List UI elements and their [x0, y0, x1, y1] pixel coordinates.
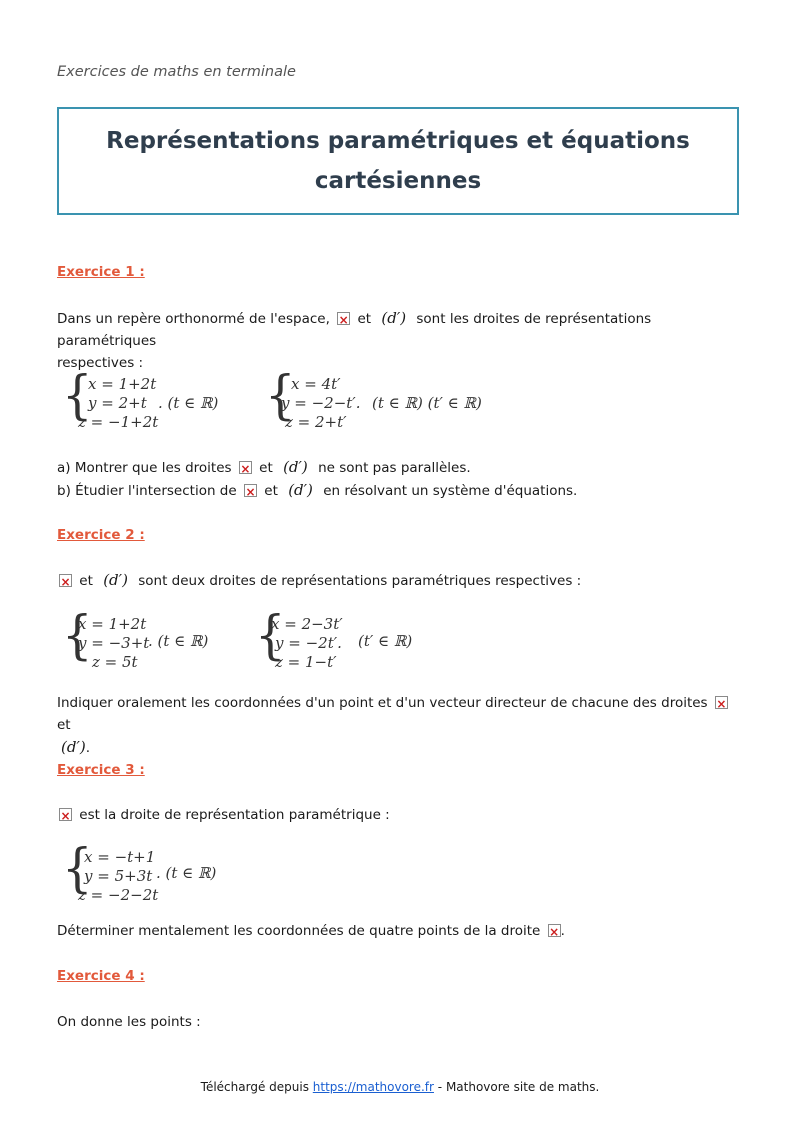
footer-prefix: Téléchargé depuis	[200, 1080, 309, 1094]
et-text: et	[357, 311, 372, 327]
exercise-3-question	[57, 920, 747, 942]
et-text: et	[259, 460, 273, 476]
period: .	[560, 923, 565, 939]
param-domain: . (t ∈ ℝ)	[158, 394, 219, 412]
line-d-prime: (d′)	[103, 571, 128, 589]
brace-icon: {	[255, 604, 286, 667]
exercise-1-questions	[57, 456, 747, 502]
exercise-2-intro	[57, 569, 747, 592]
et-text: et	[79, 573, 93, 589]
line-d-prime: (d′)	[288, 481, 313, 499]
question-text: Déterminer mentalement les coordonnées de quatre points de la droite	[57, 923, 541, 939]
question-b-text: b) Étudier l'intersection de	[57, 483, 237, 499]
exercise-2-title: Exercice 2 :	[57, 527, 145, 543]
param-domain: . (t ∈ ℝ)	[148, 632, 209, 650]
system-line: y = 2+t	[88, 394, 147, 412]
system-line: z = 1−t′	[275, 653, 337, 671]
system-line: x = 1+2t	[88, 375, 157, 393]
system-line: y = 5+3t	[84, 867, 153, 885]
system-line: x = 2−3t′	[271, 615, 343, 633]
exercise-1-intro	[57, 307, 747, 374]
exercise-2-question	[57, 692, 747, 759]
param-domain: (t′ ∈ ℝ)	[358, 632, 413, 650]
exercise-3-title: Exercice 3 :	[57, 762, 145, 778]
page-title: Représentations paramétriques et équations cartésiennes	[106, 128, 690, 194]
brace-icon: {	[62, 364, 93, 427]
footer-suffix: - Mathovore site de maths.	[437, 1080, 600, 1094]
period: .	[85, 740, 91, 756]
system-line: y = −2t′.	[275, 634, 342, 652]
system-line: z = 2+t′	[285, 413, 347, 431]
system-line: x = 1+2t	[78, 615, 147, 633]
exercise-4-intro: On donne les points :	[57, 1014, 201, 1030]
page-header: Exercices de maths en terminale	[57, 64, 296, 80]
broken-image-icon	[59, 574, 72, 587]
brace-icon: {	[62, 604, 93, 667]
footer	[0, 1080, 800, 1094]
broken-image-icon	[337, 312, 350, 325]
system-line: z = −2−2t	[78, 886, 159, 904]
exercise-4-title: Exercice 4 :	[57, 968, 145, 984]
broken-image-icon	[239, 461, 252, 474]
title-box	[57, 107, 739, 215]
broken-image-icon	[548, 924, 561, 937]
question-b-end: en résolvant un système d'équations.	[323, 483, 578, 499]
line-d-prime: (d′)	[283, 458, 308, 476]
system-line: z = −1+2t	[78, 413, 159, 431]
broken-image-icon	[59, 808, 72, 821]
exercise-3-intro	[57, 804, 747, 826]
brace-icon: {	[265, 364, 296, 427]
system-line: x = −t+1	[84, 848, 156, 866]
intro-text-c: respectives :	[57, 355, 144, 371]
system-line: y = −3+t	[78, 634, 150, 652]
system-line: z = 5t	[92, 653, 138, 671]
question-text: Indiquer oralement les coordonnées d'un point et d'un vecteur directeur de chacune des droites	[57, 695, 708, 711]
broken-image-icon	[244, 484, 257, 497]
system-line: y = −2−t′.	[281, 394, 361, 412]
param-domain: (t ∈ ℝ) (t′ ∈ ℝ)	[372, 394, 482, 412]
intro-text-b: sont les droites de représentations paramétriques	[57, 311, 652, 349]
broken-image-icon	[715, 696, 728, 709]
footer-link[interactable]: https://mathovore.fr	[312, 1080, 434, 1094]
exercise-1-title: Exercice 1 :	[57, 264, 145, 280]
brace-icon: {	[62, 837, 93, 900]
et-text: et	[57, 717, 71, 733]
et-text: et	[264, 483, 278, 499]
intro-text-a: Dans un repère orthonormé de l'espace,	[57, 311, 330, 327]
param-domain: . (t ∈ ℝ)	[156, 864, 217, 882]
question-a-text: a) Montrer que les droites	[57, 460, 232, 476]
question-a-end: ne sont pas parallèles.	[318, 460, 471, 476]
line-d-prime: (d′)	[61, 738, 86, 756]
system-line: x = 4t′	[291, 375, 341, 393]
intro-text: sont deux droites de représentations paramétriques respectives :	[138, 573, 582, 589]
line-d-prime: (d′)	[381, 309, 407, 327]
intro-text: est la droite de représentation paramétrique :	[79, 807, 390, 823]
